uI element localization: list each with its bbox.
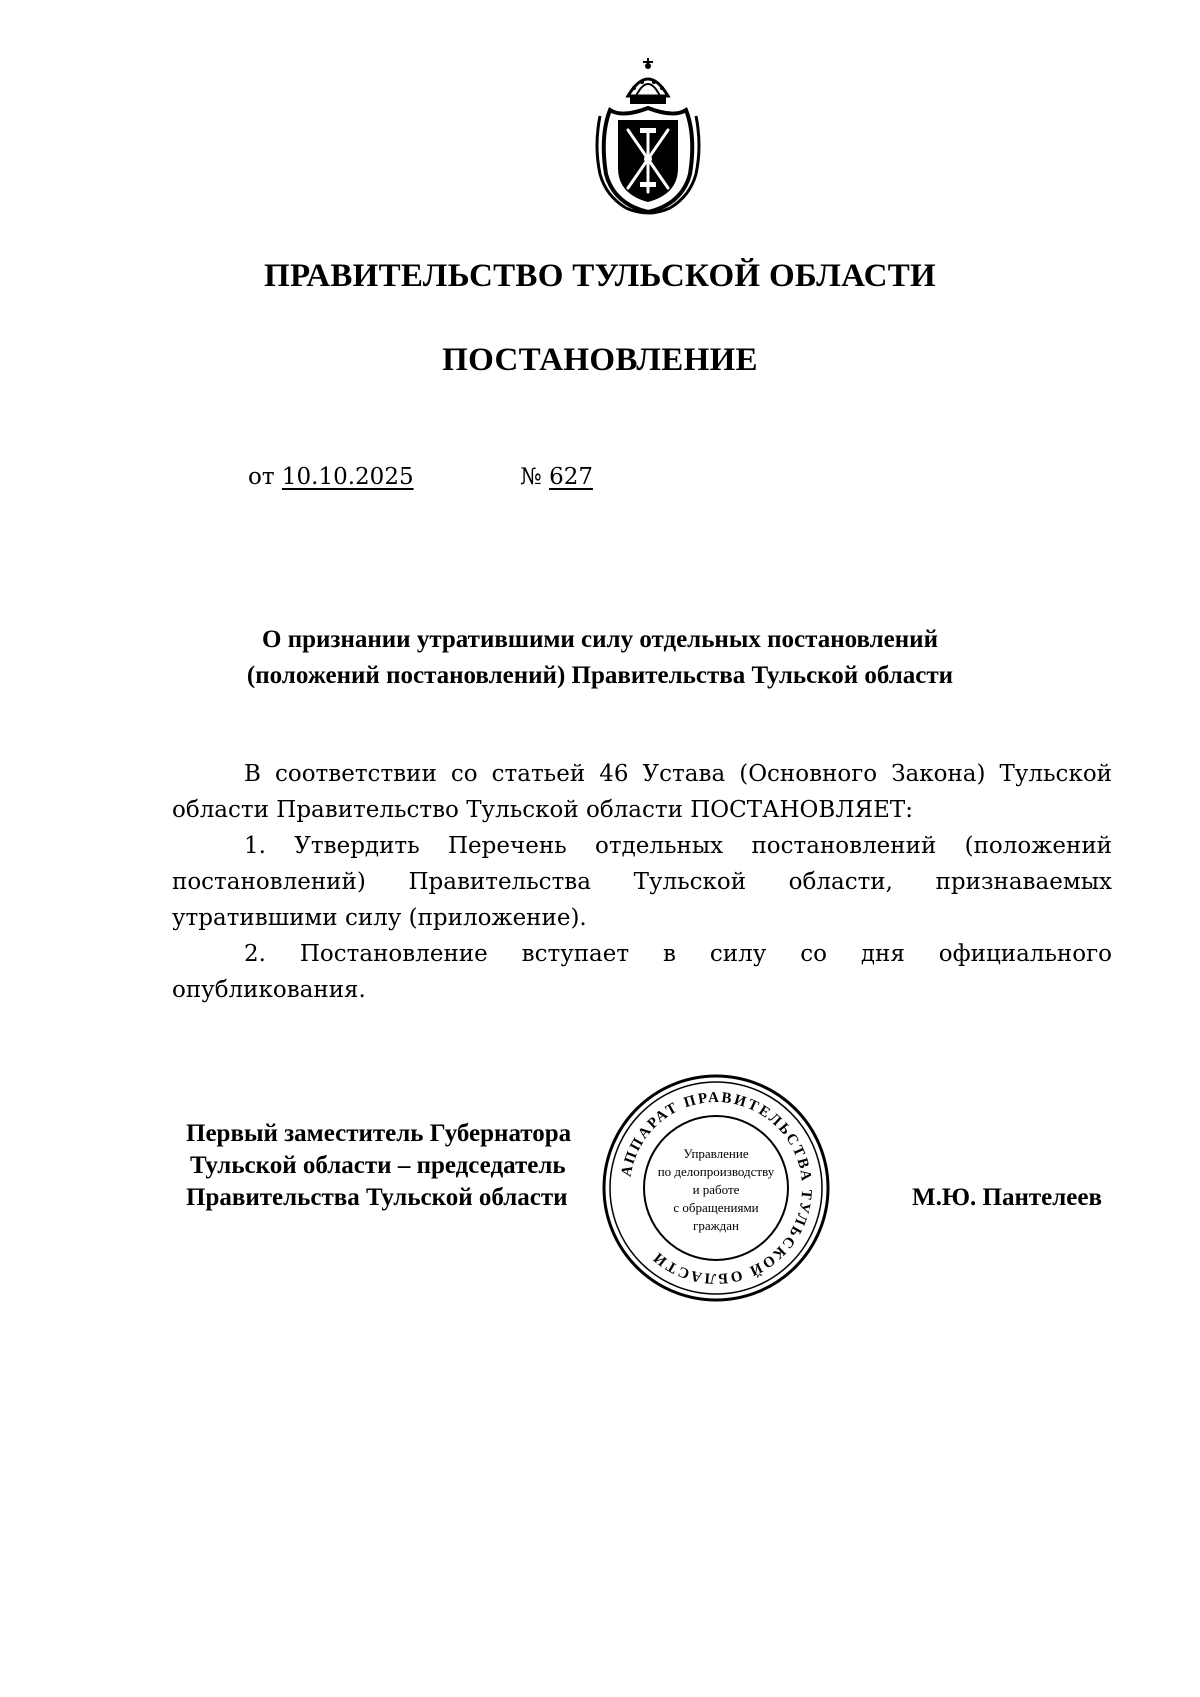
subject-line-1: О признании утратившими силу отдельных постановлений: [262, 626, 938, 653]
document-type-heading: ПОСТАНОВЛЕНИЕ: [442, 342, 758, 378]
item-2-paragraph: 2. Постановление вступает в силу со дня официального опубликования.: [172, 941, 1112, 1003]
position-line-1: Первый заместитель Губернатора: [186, 1120, 572, 1147]
number-value: 627: [549, 464, 593, 490]
official-seal-stamp: [600, 1072, 832, 1304]
stamp-center-line-1: Управление: [683, 1146, 749, 1161]
stamp-ring-text: АППАРАТ ПРАВИТЕЛЬСТВА ТУЛЬСКОЙ ОБЛАСТИ: [618, 1089, 815, 1287]
stamp-center-line-5: граждан: [693, 1218, 739, 1233]
subject-line-2: (положений постановлений) Правительства Тульской области: [246, 662, 954, 689]
document-number: [520, 462, 593, 492]
preamble-paragraph: В соответствии со статьей 46 Устава (Основного Закона) Тульской области Правительство Тульской области ПОСТАНОВЛЯЕТ:: [172, 761, 1112, 823]
stamp-center-line-3: и работе: [692, 1182, 740, 1197]
document-subject: [170, 622, 1030, 694]
coat-of-arms-emblem: [592, 56, 704, 216]
item-1-paragraph: 1. Утвердить Перечень отдельных постановлений (положений постановлений) Правительства Тульской области, признаваемых утратившими силу (приложение).: [172, 833, 1112, 931]
government-name-heading: ПРАВИТЕЛЬСТВО ТУЛЬСКОЙ ОБЛАСТИ: [264, 258, 936, 294]
position-line-3: Правительства Тульской области: [186, 1184, 568, 1211]
stamp-center-line-4: с обращениями: [673, 1200, 759, 1215]
signatory-name: М.Ю. Пантелеев: [912, 1184, 1102, 1211]
stamp-center-line-2: по делопроизводству: [657, 1164, 775, 1179]
document-date: [248, 462, 414, 492]
signatory-position: [186, 1118, 656, 1214]
number-prefix: №: [520, 464, 542, 490]
document-body: [172, 756, 1112, 1008]
position-line-2: Тульской области – председатель: [190, 1152, 566, 1179]
date-value: 10.10.2025: [281, 464, 414, 490]
date-prefix: от: [248, 464, 275, 490]
